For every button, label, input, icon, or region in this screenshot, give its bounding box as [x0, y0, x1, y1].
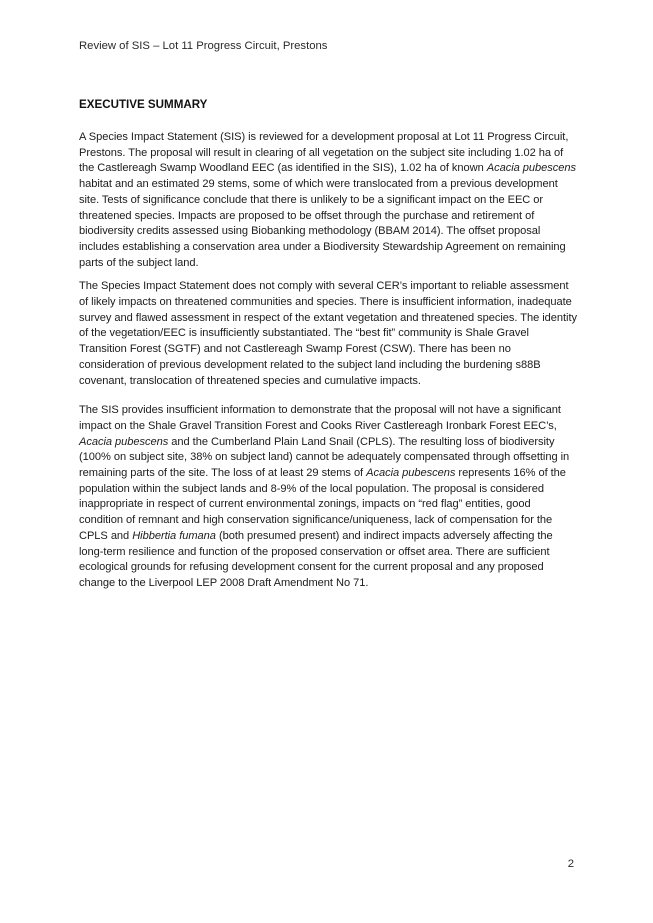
running-header: Review of SIS – Lot 11 Progress Circuit, Prestons — [79, 40, 328, 52]
paragraph-text: and the Cumberland Plain Land Snail (CPLS). The resulting loss of biodiversity (100% on subject site, 38% on subject land) cannot be adequately compensated through offsetting in remaining parts of the site. The loss of at least 29 stems of — [79, 435, 570, 480]
paragraph-2 — [79, 279, 577, 389]
paragraph-1 — [79, 130, 577, 271]
paragraph-3 — [79, 403, 577, 591]
species-name: Acacia pubescens — [79, 435, 169, 448]
page-number: 2 — [567, 858, 574, 870]
executive-summary-section — [79, 97, 577, 600]
paragraph-text: A Species Impact Statement (SIS) is reviewed for a development proposal at Lot 11 Progress Circuit, Prestons. The proposal will result in clearing of all vegetation on the subject site including 1.02 ha of the Castlereagh Swamp Woodland EEC (as identified in the SIS), 1.02 ha of known — [79, 131, 569, 175]
species-name: Hibbertia fumana — [132, 529, 216, 542]
paragraph-text: represents 16% of the population within the subject lands and 8-9% of the local population. The proposal is considered inappropriate in respect of current environmental zonings, impacts on “red flag” entities, good condition of remnant and high conservation significance/uniqueness, lack of compensation for the CPLS and — [79, 467, 566, 542]
species-name: Acacia pubescens — [366, 467, 456, 480]
paragraph-text: The Species Impact Statement does not comply with several CER’s important to reliable assessment of likely impacts on threatened communities and species. There is insufficient information, inadequate survey and flawed assessment in respect of the extant vegetation and threatened species. The identity of the vegetation/EEC is insufficiently substantiated. The “best fit” community is Shale Gravel Transition Forest (SGTF) and not Castlereagh Swamp Forest (CSW). There has been no consideration of previous development related to the subject land including the burdening s88B covenant, translocation of threatened species and cumulative impacts. — [79, 280, 577, 387]
paragraph-text: (both presumed present) and indirect impacts adversely affecting the long-term resilience and function of the proposed conservation or offset area. There are sufficient ecological grounds for refusing development consent for the current proposal and any proposed change to the Liverpool LEP 2008 Draft Amendment No 71. — [79, 529, 553, 589]
paragraph-text: The SIS provides insufficient information to demonstrate that the proposal will not have a significant impact on the Shale Gravel Transition Forest and Cooks River Castlereagh Ironbark Forest EEC’s, — [79, 404, 561, 432]
species-name: Acacia pubescens — [486, 162, 576, 175]
paragraph-text: habitat and an estimated 29 stems, some of which were translocated from a previous development site. Tests of significance conclude that there is unlikely to be a significant impact on the EEC or threatened species. Impacts are proposed to be offset through the purchase and retirement of biodiversity credits assessed using Biobanking methodology (BBAM 2014). The offset proposal includes establishing a conservation area under a Biodiversity Stewardship Agreement on remaining parts of the subject land. — [79, 178, 566, 269]
section-heading: EXECUTIVE SUMMARY — [79, 98, 208, 111]
